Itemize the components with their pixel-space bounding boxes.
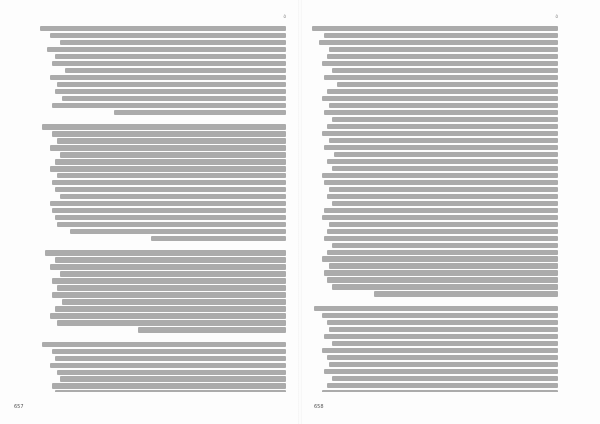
text-line	[114, 110, 286, 115]
text-line	[324, 369, 558, 374]
text-line	[138, 327, 286, 332]
text-line	[55, 257, 286, 262]
text-line	[50, 313, 286, 318]
text-line	[332, 341, 558, 346]
text-line	[52, 349, 286, 354]
text-line	[329, 327, 558, 332]
text-line	[52, 383, 286, 388]
text-line	[50, 264, 286, 269]
text-line	[52, 208, 286, 213]
text-paragraph	[312, 306, 558, 392]
left-page-number: 657	[14, 404, 24, 410]
text-line	[332, 201, 558, 206]
text-line	[47, 47, 286, 52]
left-page-text-block	[40, 26, 286, 392]
text-line	[60, 152, 286, 157]
text-line	[55, 54, 286, 59]
text-line	[329, 47, 558, 52]
right-page	[300, 0, 600, 424]
left-page-header-mark: ٥	[283, 14, 286, 20]
text-line	[62, 299, 286, 304]
text-line	[327, 54, 558, 59]
text-line	[60, 271, 286, 276]
text-line	[322, 131, 558, 136]
text-line	[322, 348, 558, 353]
text-line	[322, 313, 558, 318]
text-line	[60, 194, 286, 199]
text-line	[57, 320, 286, 325]
text-line	[324, 334, 558, 339]
text-line	[332, 243, 558, 248]
text-line	[329, 362, 558, 367]
text-line	[332, 68, 558, 73]
text-line	[62, 96, 286, 101]
text-line	[65, 68, 286, 73]
text-line	[55, 215, 286, 220]
text-line	[52, 180, 286, 185]
text-line	[42, 124, 286, 129]
text-line	[327, 89, 558, 94]
text-line	[57, 222, 286, 227]
text-line	[332, 284, 558, 289]
text-line	[52, 292, 286, 297]
text-paragraph	[312, 26, 558, 297]
text-line	[324, 270, 558, 275]
text-line	[327, 194, 558, 199]
text-line	[324, 110, 558, 115]
text-line	[322, 61, 558, 66]
text-line	[332, 117, 558, 122]
text-line	[55, 159, 286, 164]
text-line	[57, 82, 286, 87]
text-line	[324, 145, 558, 150]
text-line	[52, 61, 286, 66]
text-line	[55, 390, 286, 392]
text-line	[327, 124, 558, 129]
text-line	[42, 342, 286, 347]
text-line	[52, 278, 286, 283]
text-line	[50, 166, 286, 171]
text-line	[322, 215, 558, 220]
text-line	[314, 306, 558, 311]
text-line	[374, 291, 559, 296]
text-line	[332, 376, 558, 381]
text-line	[57, 370, 286, 375]
text-line	[50, 75, 286, 80]
text-line	[312, 26, 558, 31]
text-line	[327, 355, 558, 360]
text-line	[324, 33, 558, 38]
text-line	[60, 376, 286, 381]
text-line	[329, 222, 558, 227]
text-line	[57, 173, 286, 178]
text-line	[151, 236, 286, 241]
text-line	[45, 250, 286, 255]
text-line	[337, 82, 558, 87]
text-line	[324, 180, 558, 185]
text-line	[327, 159, 558, 164]
text-line	[55, 306, 286, 311]
text-line	[50, 201, 286, 206]
text-line	[329, 103, 558, 108]
text-line	[327, 277, 558, 282]
text-line	[322, 256, 558, 261]
text-line	[322, 173, 558, 178]
text-line	[329, 187, 558, 192]
text-line	[324, 208, 558, 213]
text-line	[50, 363, 286, 368]
text-line	[55, 356, 286, 361]
text-line	[329, 138, 558, 143]
text-line	[329, 263, 558, 268]
text-line	[52, 131, 286, 136]
text-line	[60, 40, 286, 45]
text-line	[70, 229, 286, 234]
text-line	[55, 187, 286, 192]
text-line	[50, 33, 286, 38]
text-line	[57, 285, 286, 290]
right-page-header-mark: ٥	[555, 14, 558, 20]
text-paragraph	[40, 124, 286, 241]
right-page-text-block	[312, 26, 558, 392]
text-line	[334, 152, 558, 157]
text-paragraph	[40, 342, 286, 392]
text-line	[327, 320, 558, 325]
text-line	[327, 229, 558, 234]
text-paragraph	[40, 250, 286, 332]
text-line	[327, 250, 558, 255]
text-line	[327, 383, 558, 388]
text-line	[322, 390, 558, 392]
text-line	[57, 138, 286, 143]
text-line	[324, 236, 558, 241]
text-line	[332, 166, 558, 171]
text-paragraph	[40, 26, 286, 115]
text-line	[52, 103, 286, 108]
text-line	[322, 96, 558, 101]
text-line	[55, 89, 286, 94]
text-line	[319, 40, 558, 45]
right-page-number: 658	[314, 404, 324, 410]
text-line	[324, 75, 558, 80]
text-line	[50, 145, 286, 150]
text-line	[40, 26, 286, 31]
